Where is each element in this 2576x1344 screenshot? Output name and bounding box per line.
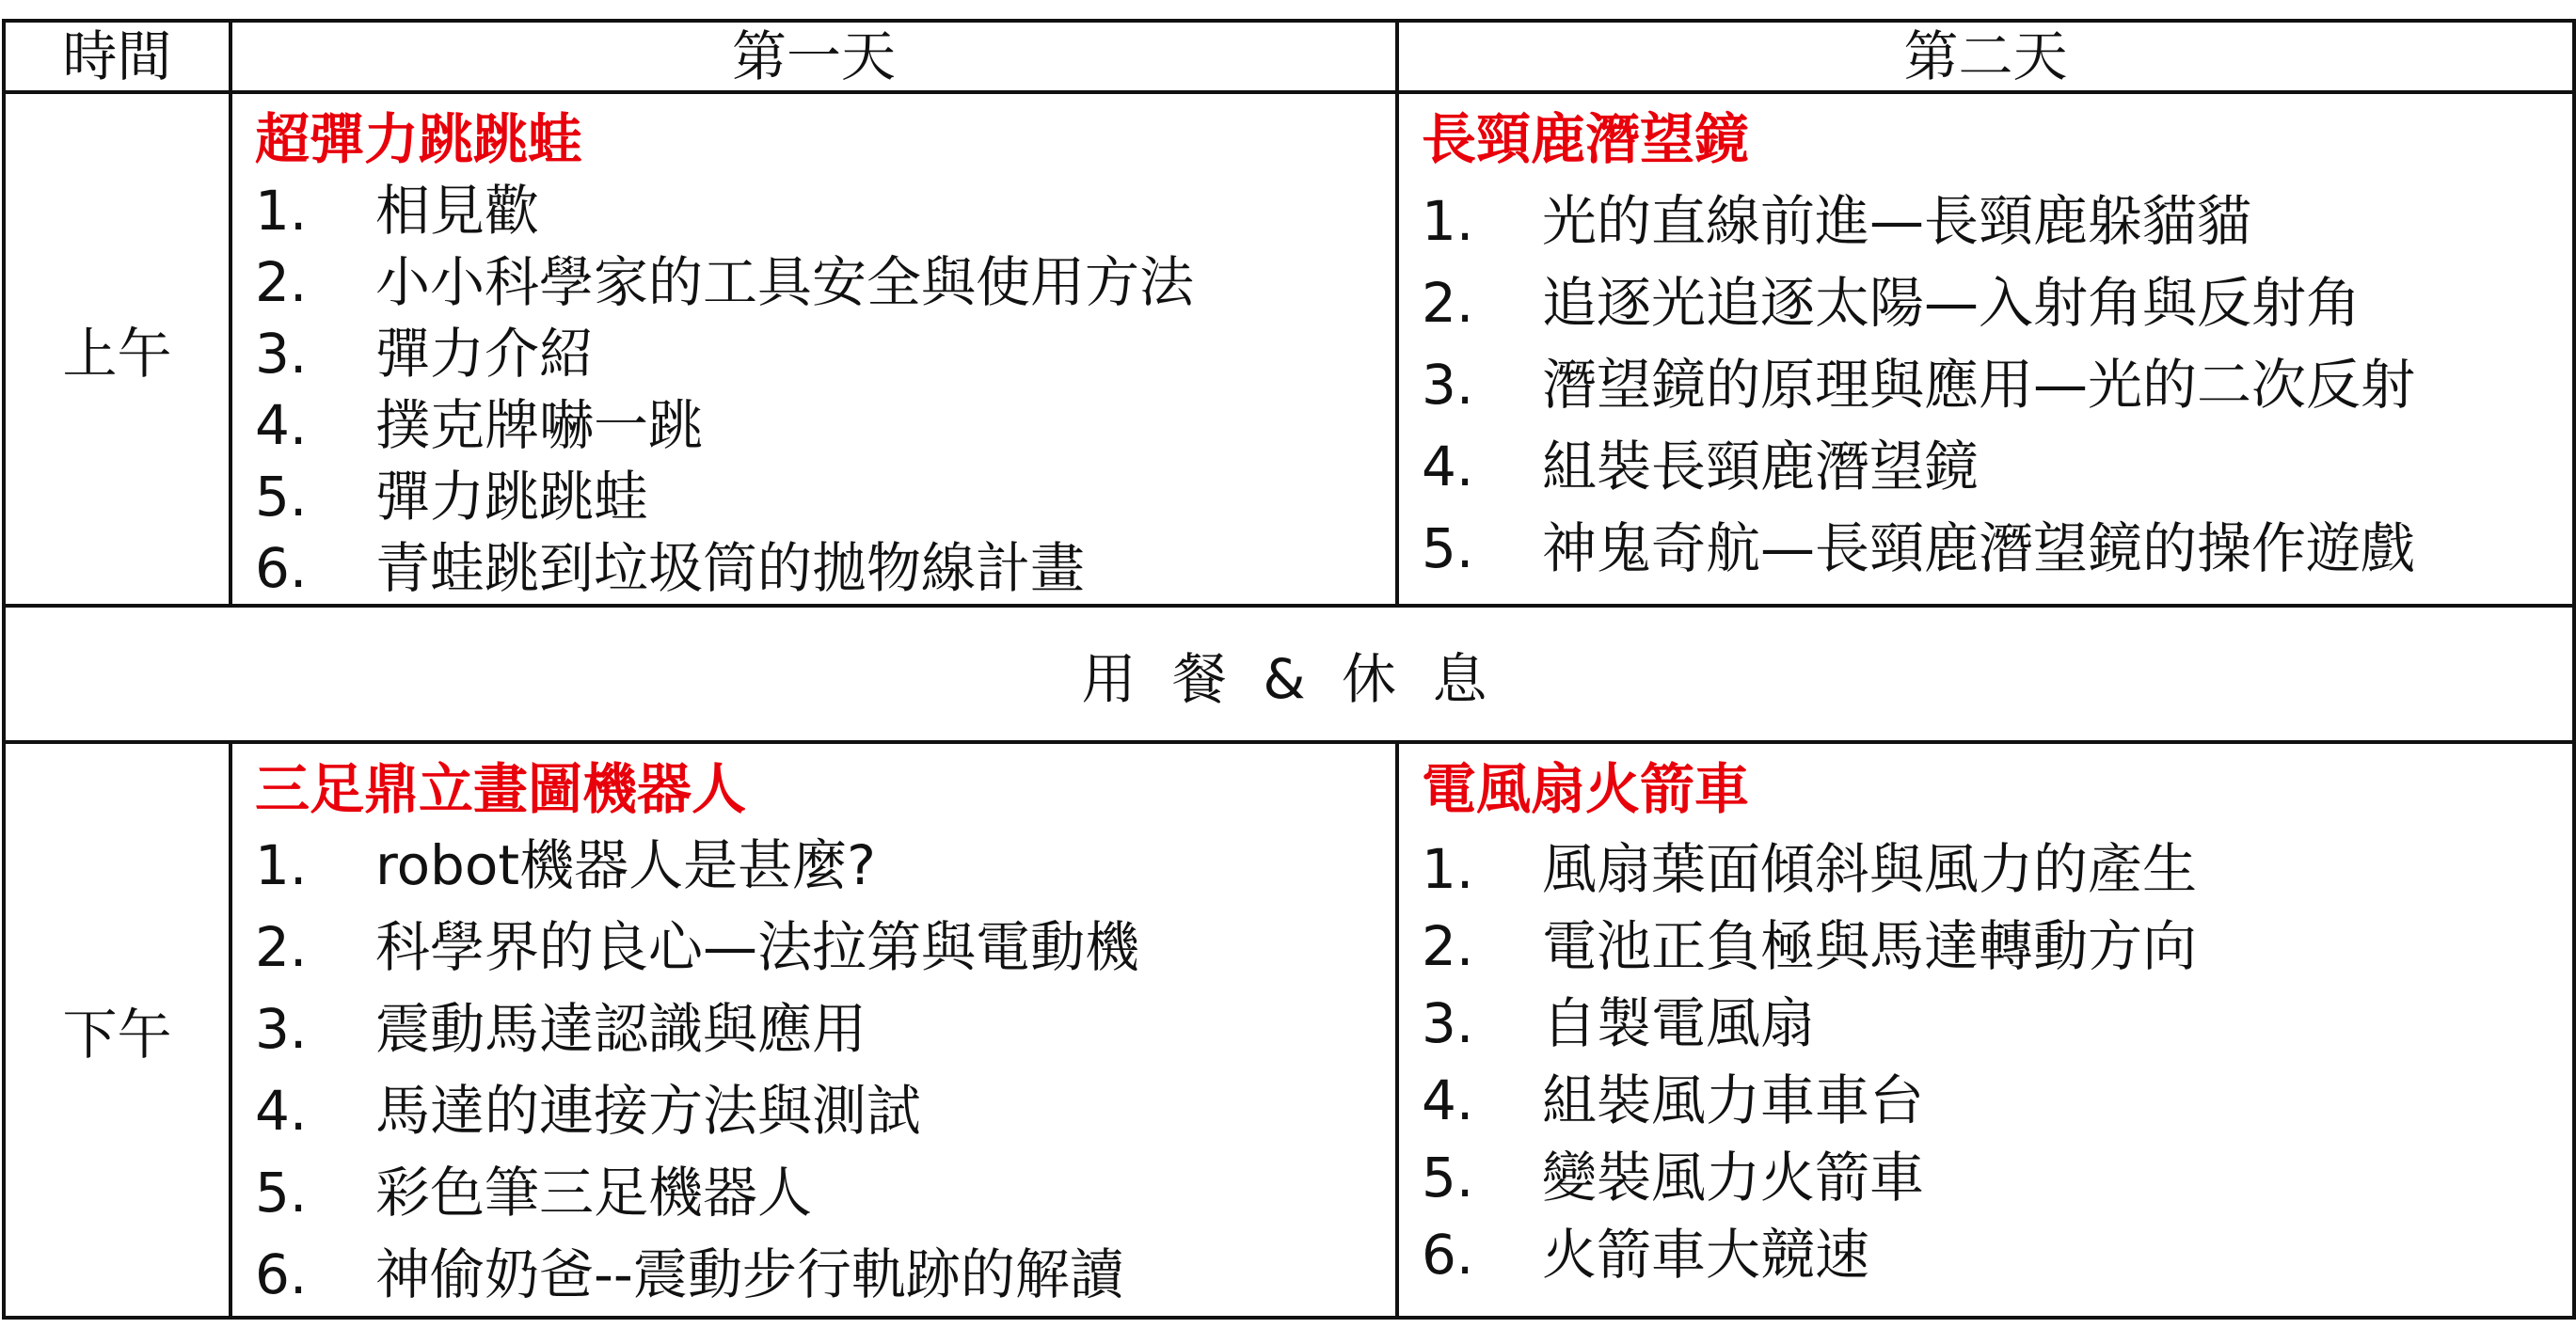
item-number: 4. (1422, 435, 1474, 498)
item-number: 5. (1422, 1146, 1474, 1210)
list-item (255, 1234, 1395, 1316)
item-number: 6. (255, 536, 308, 600)
session-title: 超彈力跳跳蛙 (255, 107, 583, 171)
item-text: 神鬼奇航—長頸鹿潛望鏡的操作遊戲 (1542, 516, 2416, 580)
item-number: 6. (1422, 1223, 1474, 1287)
item-text: 科學界的良心—法拉第與電動機 (375, 915, 1140, 979)
item-text: 火箭車大競速 (1542, 1223, 1870, 1287)
header-row (4, 21, 2574, 92)
item-text: 電池正負極與馬達轉動方向 (1542, 914, 2198, 978)
list-item (255, 1152, 1395, 1234)
session-title: 電風扇火箭車 (1422, 757, 1750, 821)
list-item (255, 461, 1395, 532)
item-number: 4. (255, 1079, 308, 1143)
item-number: 2. (1422, 271, 1474, 335)
item-text: 馬達的連接方法與測試 (375, 1079, 922, 1143)
break-row (4, 606, 2574, 742)
item-number: 2. (255, 915, 308, 979)
item-number: 1. (255, 179, 308, 243)
afternoon-day2-session (1397, 742, 2574, 1318)
item-number: 3. (255, 997, 308, 1061)
item-number: 5. (255, 465, 308, 529)
item-text: 光的直線前進—長頸鹿躲貓貓 (1542, 189, 2252, 253)
list-item (255, 532, 1395, 604)
item-number: 3. (1422, 991, 1474, 1055)
item-number: 4. (1422, 1068, 1474, 1132)
item-text: 彩色筆三足機器人 (375, 1161, 813, 1225)
schedule-table (2, 19, 2576, 1320)
item-text: 神偷奶爸--震動步行軌跡的解讀 (375, 1242, 1124, 1306)
item-text: 潛望鏡的原理與應用—光的二次反射 (1542, 353, 2416, 417)
list-item (1422, 1216, 2572, 1293)
session-items (255, 825, 1395, 1316)
break-label: 用 餐 & 休 息 (4, 606, 2574, 742)
item-number: 1. (1422, 189, 1474, 253)
item-text: robot機器人是甚麼? (375, 833, 876, 897)
item-text: 彈力跳跳蛙 (375, 465, 649, 529)
header-day1: 第一天 (231, 21, 1397, 92)
item-number: 1. (1422, 837, 1474, 901)
item-number: 5. (255, 1161, 308, 1225)
list-item (255, 318, 1395, 389)
list-item (255, 175, 1395, 246)
item-text: 自製電風扇 (1542, 991, 1816, 1055)
item-number: 3. (1422, 353, 1474, 417)
item-text: 變裝風力火箭車 (1542, 1146, 1925, 1210)
list-item (1422, 908, 2572, 985)
list-item (1422, 508, 2572, 590)
session-items (1422, 181, 2572, 590)
list-item (255, 907, 1395, 988)
afternoon-label: 下午 (4, 742, 231, 1318)
list-item (255, 246, 1395, 318)
afternoon-row (4, 742, 2574, 1318)
session-title: 三足鼎立畫圖機器人 (255, 757, 747, 821)
list-item (1422, 1062, 2572, 1139)
item-number: 6. (255, 1242, 308, 1306)
list-item (1422, 262, 2572, 344)
morning-label: 上午 (4, 92, 231, 606)
item-text: 小小科學家的工具安全與使用方法 (375, 250, 1195, 314)
list-item (255, 825, 1395, 907)
item-text: 彈力介紹 (375, 322, 595, 386)
item-text: 風扇葉面傾斜與風力的產生 (1542, 837, 2198, 901)
morning-row (4, 92, 2574, 606)
list-item (1422, 830, 2572, 908)
list-item (255, 988, 1395, 1070)
session-title: 長頸鹿潛望鏡 (1422, 107, 1750, 171)
list-item (1422, 426, 2572, 508)
list-item (255, 389, 1395, 461)
list-item (255, 1070, 1395, 1152)
item-text: 震動馬達認識與應用 (375, 997, 867, 1061)
item-number: 4. (255, 393, 308, 457)
session-items (255, 175, 1395, 604)
item-text: 青蛙跳到垃圾筒的拋物線計畫 (375, 536, 1086, 600)
item-text: 組裝風力車車台 (1542, 1068, 1925, 1132)
item-text: 相見歡 (375, 179, 540, 243)
list-item (1422, 344, 2572, 426)
afternoon-day1-session (231, 742, 1397, 1318)
morning-day2-session (1397, 92, 2574, 606)
header-time: 時間 (4, 21, 231, 92)
list-item (1422, 985, 2572, 1062)
header-day2: 第二天 (1397, 21, 2574, 92)
item-text: 追逐光追逐太陽—入射角與反射角 (1542, 271, 2361, 335)
item-text: 組裝長頸鹿潛望鏡 (1542, 435, 1980, 498)
morning-day1-session (231, 92, 1397, 606)
list-item (1422, 1139, 2572, 1216)
item-number: 5. (1422, 516, 1474, 580)
item-number: 3. (255, 322, 308, 386)
session-items (1422, 830, 2572, 1293)
list-item (1422, 181, 2572, 262)
item-text: 撲克牌嚇一跳 (375, 393, 704, 457)
item-number: 1. (255, 833, 308, 897)
item-number: 2. (255, 250, 308, 314)
item-number: 2. (1422, 914, 1474, 978)
